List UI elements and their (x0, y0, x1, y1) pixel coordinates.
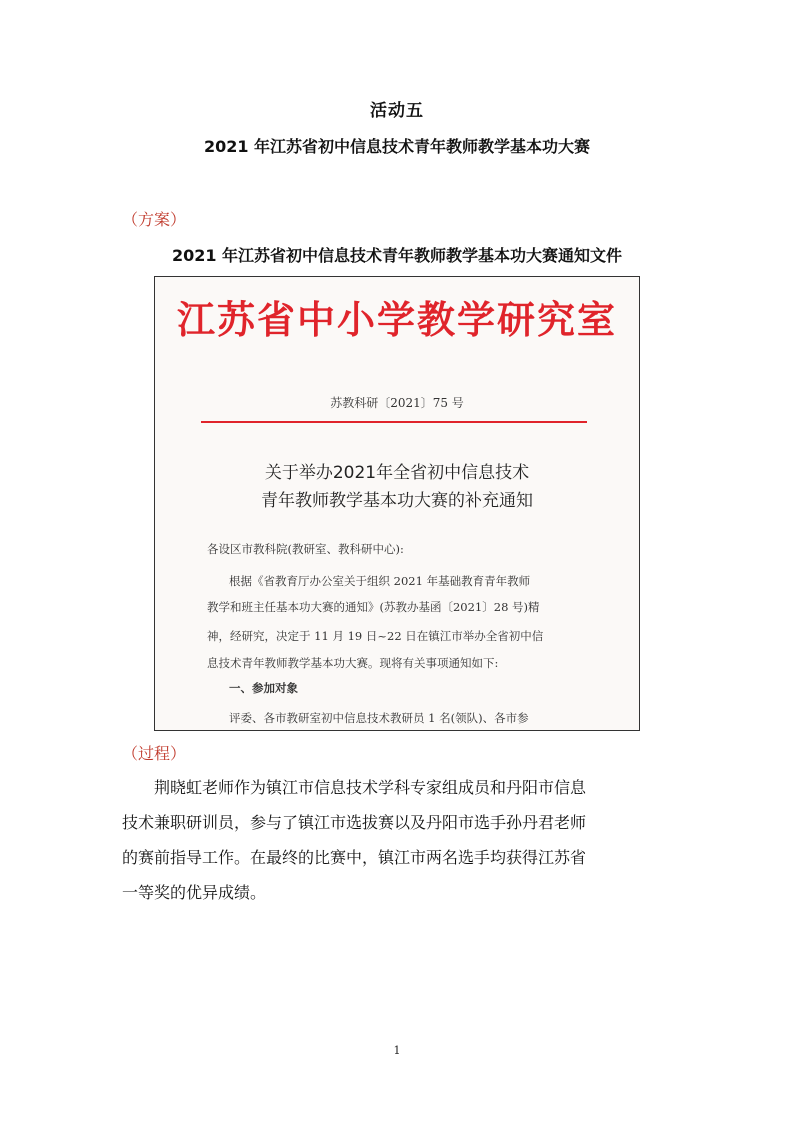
paragraph-line: 荆晓虹老师作为镇江市信息技术学科专家组成员和丹阳市信息 (154, 778, 587, 797)
scanned-notice-image (154, 276, 640, 731)
notice-body-line: 息技术青年教师教学基本功大赛。现将有关事项通知如下: (207, 656, 499, 670)
letterhead-red-rule (201, 421, 587, 423)
notice-body-line: 评委、各市教研室初中信息技术教研员 1 名(领队)、各市参 (229, 711, 529, 725)
section-label-process: （过程） (122, 744, 187, 763)
process-paragraph (122, 770, 662, 910)
competition-title: 2021 年江苏省初中信息技术青年教师教学基本功大赛 (203, 137, 591, 156)
notice-body-line: 各设区市教科院(教研室、教科研中心): (207, 542, 404, 556)
paragraph-line: 技术兼职研训员，参与了镇江市选拔赛以及丹阳市选手孙丹君老师 (122, 813, 587, 832)
paragraph-line: 一等奖的优异成绩。 (122, 883, 267, 902)
page-number: 1 (393, 1044, 401, 1057)
paragraph-line: 的赛前指导工作。在最终的比赛中，镇江市两名选手均获得江苏省 (122, 848, 587, 867)
notice-section-heading: 一、参加对象 (229, 681, 298, 695)
letterhead: 江苏省中小学教学研究室 (176, 297, 617, 342)
section-label-plan: （方案） (122, 210, 187, 229)
notice-document-title: 2021 年江苏省初中信息技术青年教师教学基本功大赛通知文件 (171, 246, 623, 265)
notice-title-line-1: 关于举办2021年全省初中信息技术 (264, 463, 530, 483)
notice-body-line: 根据《省教育厅办公室关于组织 2021 年基础教育青年教师 (229, 574, 531, 588)
notice-body-line: 教学和班主任基本功大赛的通知》(苏教办基函〔2021〕28 号)精 (207, 600, 540, 614)
notice-body-line: 神，经研究，决定于 11 月 19 日~22 日在镇江市举办全省初中信 (207, 629, 544, 643)
document-number: 苏教科研〔2021〕75 号 (330, 396, 464, 410)
activity-title: 活动五 (370, 101, 424, 121)
notice-title-line-2: 青年教师教学基本功大赛的补充通知 (261, 491, 533, 511)
